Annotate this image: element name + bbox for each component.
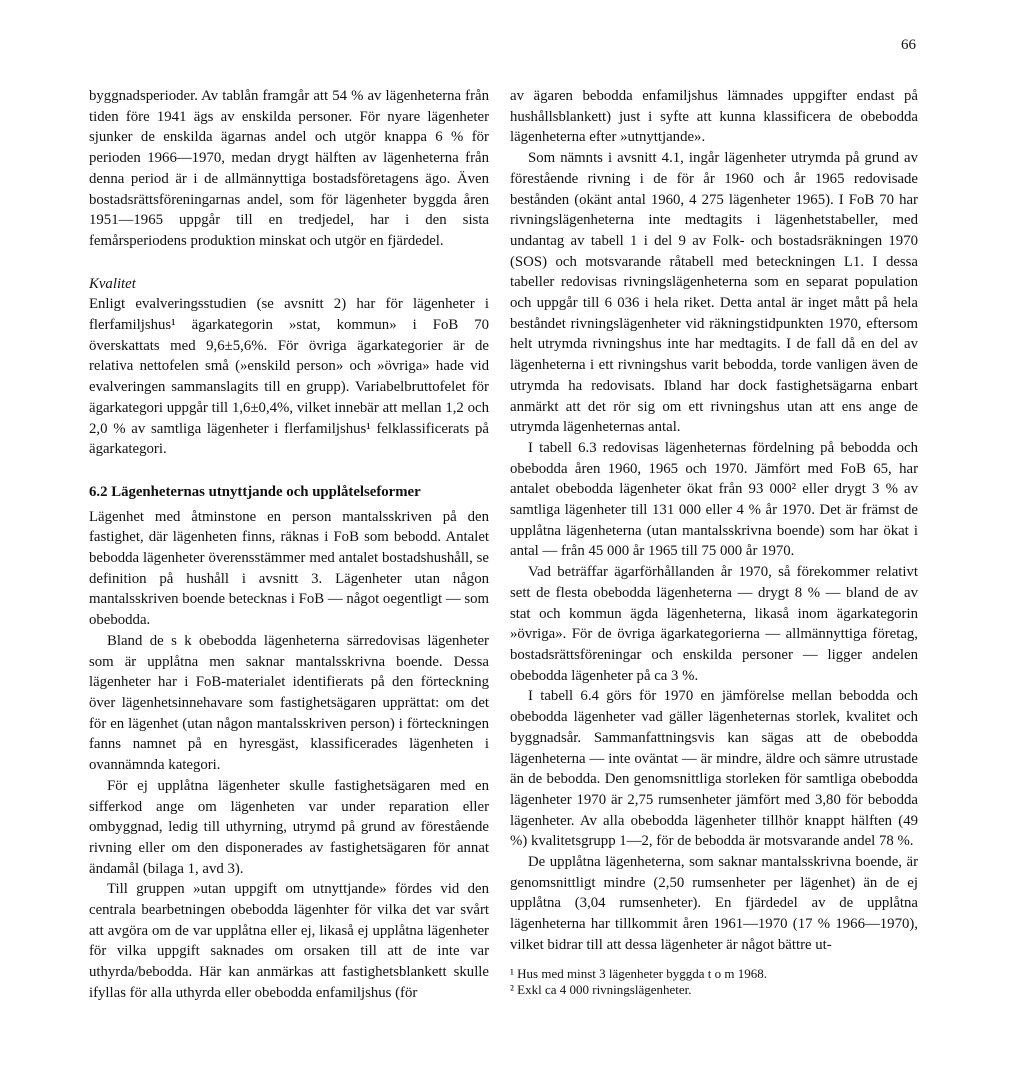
- paragraph: av ägaren bebodda enfamiljshus lämnades uppgifter endast på hushållsblankett) just i syfte att kunna klassificera de obebodda lägenheterna efter »utnyttjande».: [510, 88, 918, 146]
- left-column: [89, 86, 489, 1004]
- paragraph: I tabell 6.4 görs för 1970 en jämförelse mellan bebodda och obebodda lägenheter vad gäller lägenheternas storlek, kvalitet och byggnadsår. Sammanfattningsvis kan sägas att de obebodda lägenheterna — inte oväntat — är mindre, äldre och sämre utrustade än de bebodda. Den genomsnittliga storleken för samtliga obebodda lägenheter 1970 är 2,75 rumsenheter jämfört med 3,80 för bebodda lägenheter. Av alla obebodda lägenheter tillhör knappt hälften (49 %) kvalitetsgrupp 1—2, för de bebodda är motsvarande andel 78 %.: [510, 688, 918, 850]
- subheading-kvalitet: Kvalitet: [89, 275, 136, 292]
- paragraph: För ej upplåtna lägenheter skulle fastighetsägaren med en sifferkod ange om lägenheten var under reparation eller ombyggnad, ledig till uthyrning, utrymd på grund av förestående rivning eller om den disponerades av fastighetsägaren för annat ändamål (bilaga 1, avd 3).: [89, 777, 489, 877]
- right-column: [510, 86, 918, 998]
- paragraph: Vad beträffar ägarförhållanden år 1970, så förekommer relativt sett de flesta obebodda lägenheterna — drygt 8 % — bland de av stat och kommun ägda lägenheterna, likaså inom ägarkategorin »övriga». För de övriga ägarkategorierna — allmännyttiga företag, bostadsrättsföreningar och enskilda personer — ligger andelen obebodda lägenheter på ca 3 %.: [510, 564, 918, 684]
- page-number: 66: [901, 37, 916, 53]
- section-heading: 6.2 Lägenheternas utnyttjande och upplåtelseformer: [89, 483, 421, 500]
- paragraph: Enligt evalveringsstudien (se avsnitt 2) har för lägenheter i flerfamiljshus¹ ägarkategorin »stat, kommun» i FoB 70 överskattats med 9,6±5,6%. För övriga ägarkategorier är de relativa nettofelen små (»enskild person» och »övriga» hade vid evalveringen sammanslagits till en grupp). Variabelbruttofelet för ägarkategori uppgår till 1,6±0,4%, vilket innebär att mellan 1,2 och 2,0 % av samtliga lägenheter i flerfamiljshus¹ felklassificerats på ägarkategori.: [89, 296, 489, 458]
- paragraph: Bland de s k obebodda lägenheterna särredovisas lägenheter som är upplåtna men saknar mantalsskrivna boende. Dessa lägenheter har i FoB-materialet identifierats på den förteckning över lägenhetsinnehavare som fastighetsägaren upprättat: om det för en lägenhet (utan någon mantalsskriven person) i förteckningen fanns namnet på en hyresgäst, klassificerades lägenheten i ovannämnda kategori.: [89, 632, 489, 774]
- paragraph: Som nämnts i avsnitt 4.1, ingår lägenheter utrymda på grund av förestående rivning i de för år 1960 och år 1965 redovisade bestånden (okänt antal 1960, 4 275 lägenheter 1965). I FoB 70 har rivningslägenheterna inte medtagits i lägenhetstabeller, med undantag av tabell 1 i del 9 av Folk- och bostadsräkningen 1970 (SOS) och motsvarande råtabell med beteckningen L1. I dessa tabeller redovisas rivningslägenheterna som en separat population och uppgår till 6 036 i hela riket. Detta antal är inget mått på hela beståndet rivningslägenheter vid räkningstidpunkten 1970, eftersom helt utrymda rivningshus inte har medtagits. I de fall då en del av lägenheterna i ett rivningshus varit bebodda, torde vanligen även de utrymda ha redovisats. Ibland har dock fastighetsägarna enbart anmärkt att det rör sig om ett rivningshus utan att ens ange de utrymda lägenheternas antal.: [510, 150, 918, 436]
- footnote: ¹ Hus med minst 3 lägenheter byggda t o m 1968.: [510, 965, 767, 981]
- paragraph: Till gruppen »utan uppgift om utnyttjande» fördes vid den centrala bearbetningen obebodda lägenhter för vilka det var svårt att avgöra om de var upplåtna eller ej, likaså ej upplåtna lägenheter för vilka uppgift saknades om orsaken till att de inte var uthyrda/bebodda. Här kan anmärkas att fastighetsblankett skulle ifyllas för alla uthyrda eller obebodda enfamiljshus (för: [89, 881, 489, 1001]
- footnote: ² Exkl ca 4 000 rivningslägenheter.: [510, 981, 692, 997]
- footnotes: [510, 966, 918, 998]
- paragraph: byggnadsperioder. Av tablån framgår att 54 % av lägenheterna från tiden före 1941 ägs av enskilda personer. För nyare lägenheter sjunker de enskilda ägarnas andel och utgör knappa 6 % för perioden 1966—1970, medan drygt hälften av lägenheterna från denna period är i de allmännyttiga bostadsföretagens ägo. Även bostadsrättsföreningarnas andel, som för lägenheter byggda åren 1951—1965 uppgår till en tredjedel, har i den sista femårsperiodens produktion minskat och utgör en fjärdedel.: [89, 88, 489, 249]
- paragraph: Lägenhet med åtminstone en person mantalsskriven på den fastighet, där lägenheten finns, räknas i FoB som bebodd. Antalet bebodda lägenheter överensstämmer med antalet bostadshushåll, se definition på hushåll i avsnitt 3. Lägenheter utan någon mantalsskriven boende betecknas i FoB — något oegentligt — som obebodda.: [89, 508, 489, 629]
- paragraph: I tabell 6.3 redovisas lägenheternas fördelning på bebodda och obebodda åren 1960, 1965 och 1970. Jämfört med FoB 65, har antalet obebodda lägenheter ökat från 93 000² eller drygt 3 % av samtliga lägenheter till 131 000 eller 4 % år 1970. Det är främst de upplåtna lägenheterna (utan mantalsskrivna boende) som har ökat i antal — från 45 000 år 1965 till 75 000 år 1970.: [510, 439, 918, 560]
- paragraph: De upplåtna lägenheterna, som saknar mantalsskrivna boende, är genomsnittligt mindre (2,50 rumsenheter per lägenhet) än de ej upplåtna (3,04 rumsenheter). En fjärdedel av de upplåtna lägenheterna har tillkommit åren 1961—1970 (17 % 1966—1970), vilket bidrar till att dessa lägenheter är något bättre ut-: [510, 854, 918, 953]
